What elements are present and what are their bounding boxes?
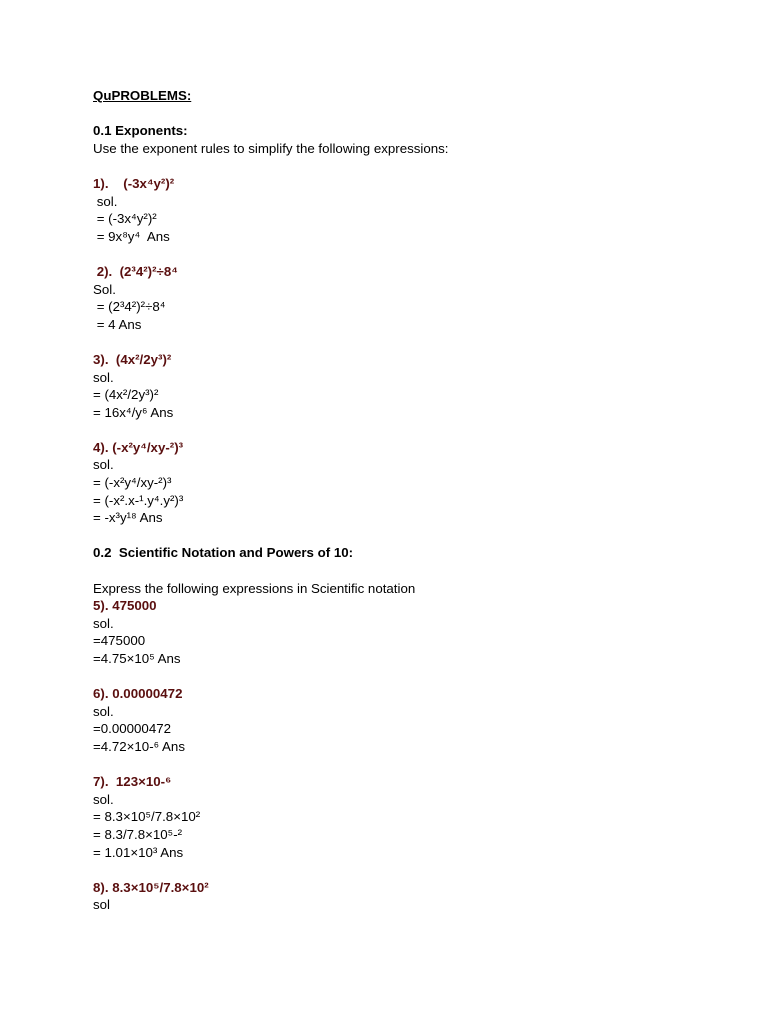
solution-line: sol. <box>93 193 118 209</box>
solution-line: = 1.01×10³ Ans <box>93 844 184 860</box>
section-instruction: Express the following expressions in Scientific notation <box>93 580 416 596</box>
solution-line: = (2³4²)²÷8⁴ <box>93 299 166 315</box>
problem-question: 4). (-x²y⁴/xy-²)³ <box>93 439 184 455</box>
problem-question: 7). 123×10-⁶ <box>93 774 172 790</box>
section-heading-scientific-notation: 0.2 Scientific Notation and Powers of 10: <box>93 545 354 561</box>
solution-line: =4.75×10⁵ Ans <box>93 651 181 666</box>
solution-line: sol. <box>93 791 114 807</box>
solution-line: = 8.3/7.8×10⁵-² <box>93 826 183 842</box>
document-body <box>93 87 713 914</box>
spacer <box>93 421 713 439</box>
section-heading-exponents: 0.1 Exponents: <box>93 123 188 139</box>
spacer <box>93 157 713 175</box>
solution-line: =475000 <box>93 633 146 649</box>
spacer <box>93 562 713 580</box>
solution-line: =0.00000472 <box>93 721 172 737</box>
solution-line: sol. <box>93 615 114 631</box>
spacer <box>93 245 713 263</box>
solution-line: = (-x².x-¹.y⁴.y²)³ <box>93 492 184 508</box>
solution-line: = (-x²y⁴/xy-²)³ <box>93 475 172 491</box>
solution-line: = (-3x⁴y²)² <box>93 211 157 227</box>
spacer <box>93 105 713 123</box>
solution-line: = 16x⁴/y⁶ Ans <box>93 404 174 420</box>
problem-question: 3). (4x²/2y³)² <box>93 351 172 367</box>
page-title: QuPROBLEMS: <box>93 88 192 103</box>
problem-question: 8). 8.3×10⁵/7.8×10² <box>93 879 209 895</box>
spacer <box>93 668 713 686</box>
solution-line: sol. <box>93 369 114 385</box>
problem-question: 2). (2³4²)²÷8⁴ <box>93 263 178 279</box>
spacer <box>93 527 713 545</box>
solution-line: = 9x⁸y⁴ Ans <box>93 228 170 244</box>
problem-question: 6). 0.00000472 <box>93 686 183 702</box>
solution-line: sol <box>93 897 110 913</box>
spacer <box>93 861 713 879</box>
solution-line: sol. <box>93 457 114 473</box>
section-instruction: Use the exponent rules to simplify the following expressions: <box>93 140 449 156</box>
solution-line: = (4x²/2y³)² <box>93 387 159 403</box>
solution-line: sol. <box>93 703 114 719</box>
problem-question: 5). 475000 <box>93 598 157 614</box>
problem-question: 1). (-3x⁴y²)² <box>93 175 175 191</box>
solution-line: = 8.3×10⁵/7.8×10² <box>93 809 201 825</box>
solution-line: = 4 Ans <box>93 316 142 332</box>
solution-line: = -x³y¹⁸ Ans <box>93 510 163 526</box>
solution-line: =4.72×10-⁶ Ans <box>93 738 185 754</box>
solution-line: Sol. <box>93 281 116 297</box>
spacer <box>93 756 713 774</box>
spacer <box>93 333 713 351</box>
